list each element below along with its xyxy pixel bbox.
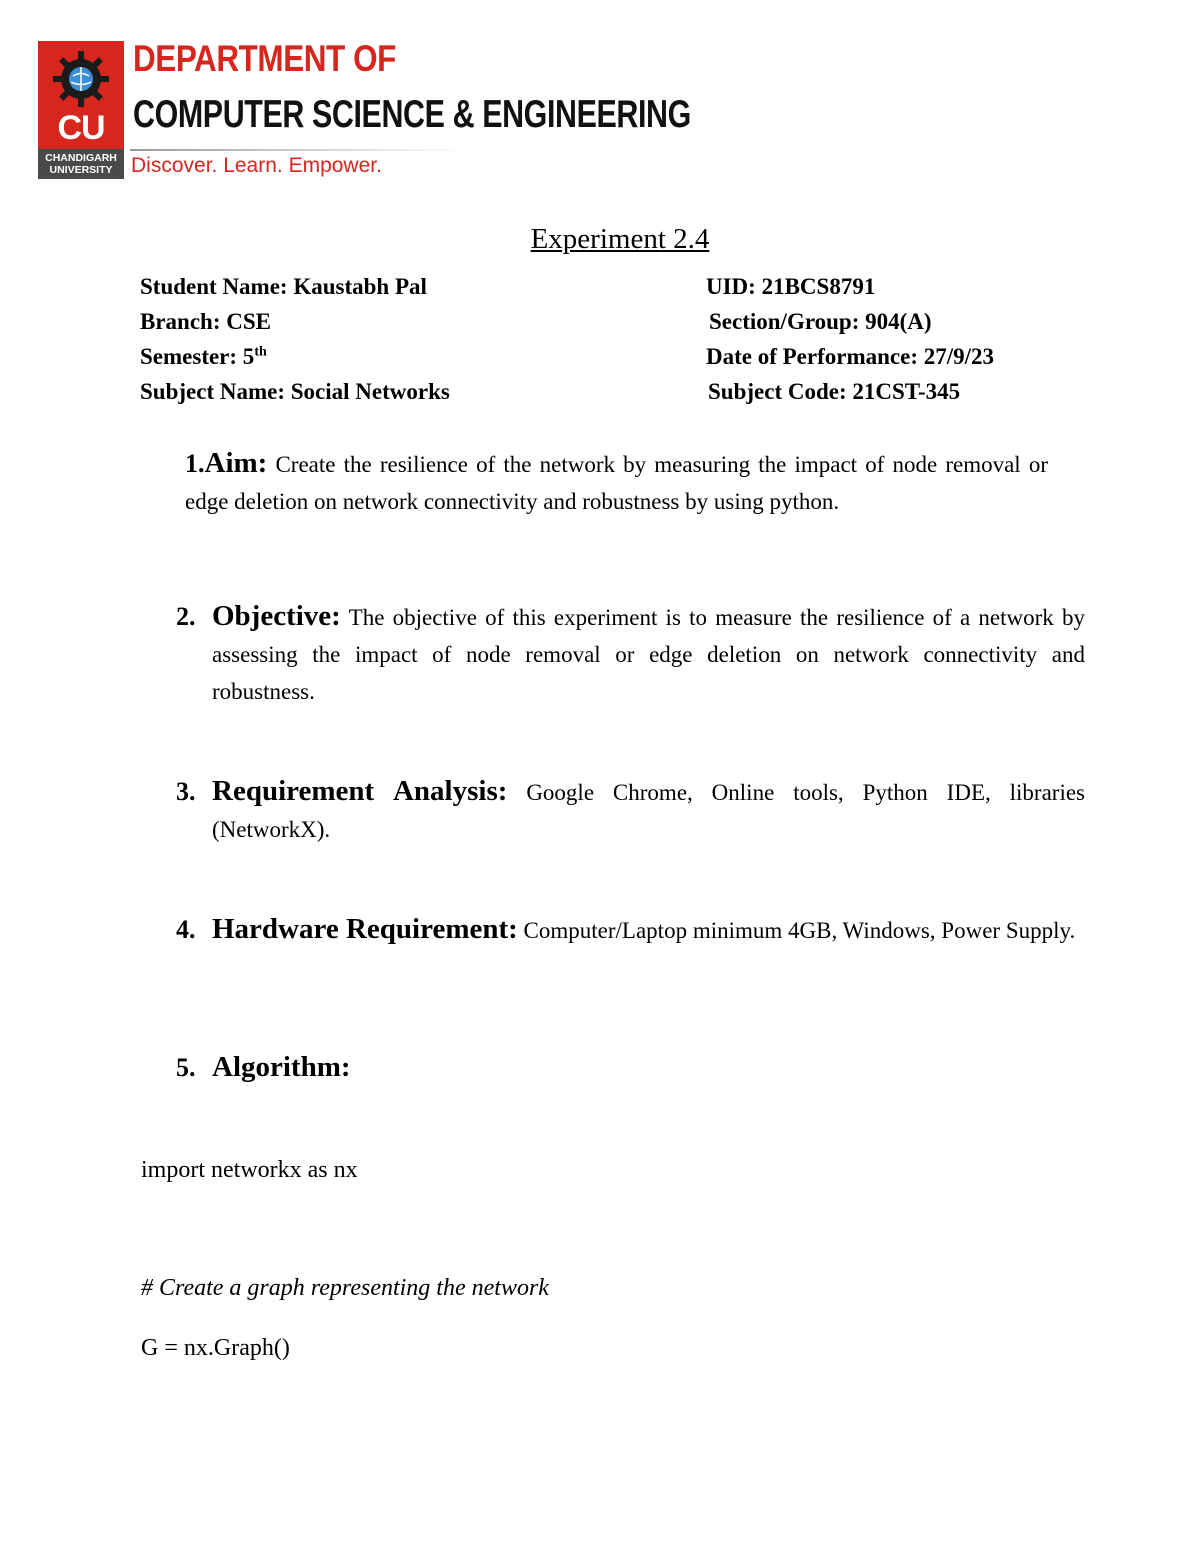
semester bbox=[140, 345, 267, 368]
algorithm-number: 5. bbox=[176, 1053, 196, 1082]
objective-heading: Objective: bbox=[212, 600, 341, 632]
semester-suffix: th bbox=[254, 344, 267, 360]
department-heading-line1: DEPARTMENT OF bbox=[133, 38, 396, 79]
hardware-text: Computer/Laptop minimum 4GB, Windows, Power Supply. bbox=[523, 918, 1076, 943]
aim-text: Create the resilience of the network by measuring the impact of node removal or edge deletion on network connectivity and robustness by using python. bbox=[185, 452, 1048, 514]
section-group: Section/Group: 904(A) bbox=[709, 309, 932, 334]
requirement-number: 3. bbox=[176, 777, 196, 806]
hardware-section bbox=[176, 911, 1085, 949]
gear-globe-icon bbox=[51, 49, 111, 109]
requirement-section bbox=[176, 773, 1085, 848]
logo-initials: CU bbox=[57, 109, 105, 147]
student-name: Student Name: Kaustabh Pal bbox=[140, 274, 427, 299]
header-divider bbox=[130, 149, 465, 151]
uid: UID: 21BCS8791 bbox=[706, 274, 876, 299]
objective-text: The objective of this experiment is to measure the resilience of a network by assessing the impact of node removal or edge deletion on network connectivity and robustness. bbox=[212, 605, 1085, 704]
code-line-import: import networkx as nx bbox=[141, 1157, 358, 1183]
tagline: Discover. Learn. Empower. bbox=[131, 154, 382, 177]
date-of-performance: Date of Performance: 27/9/23 bbox=[706, 344, 995, 369]
experiment-title: Experiment 2.4 bbox=[530, 223, 710, 255]
code-line-graph: G = nx.Graph() bbox=[141, 1335, 290, 1361]
aim-section bbox=[185, 445, 1048, 520]
hardware-heading: Hardware Requirement: bbox=[212, 913, 518, 945]
department-heading-line2: COMPUTER SCIENCE & ENGINEERING bbox=[133, 93, 691, 136]
subject-name: Subject Name: Social Networks bbox=[140, 379, 450, 404]
branch: Branch: CSE bbox=[140, 309, 271, 334]
hardware-number: 4. bbox=[176, 915, 196, 944]
objective-section bbox=[176, 598, 1085, 710]
aim-number: 1. bbox=[185, 449, 205, 478]
aim-heading: Aim: bbox=[204, 447, 268, 479]
requirement-heading: Requirement Analysis: bbox=[212, 775, 508, 807]
university-logo bbox=[38, 41, 124, 179]
semester-value: Semester: 5 bbox=[140, 344, 255, 369]
logo-university-line1: CHANDIGARH bbox=[45, 152, 117, 164]
code-line-comment: # Create a graph representing the network bbox=[141, 1275, 549, 1301]
logo-university-line2: UNIVERSITY bbox=[49, 164, 113, 176]
requirement-text: Google Chrome, Online tools, Python IDE, libraries (NetworkX). bbox=[212, 780, 1086, 842]
algorithm-heading: Algorithm: bbox=[212, 1051, 351, 1083]
subject-code: Subject Code: 21CST-345 bbox=[708, 379, 961, 404]
algorithm-section bbox=[176, 1049, 1085, 1087]
objective-number: 2. bbox=[176, 602, 196, 631]
